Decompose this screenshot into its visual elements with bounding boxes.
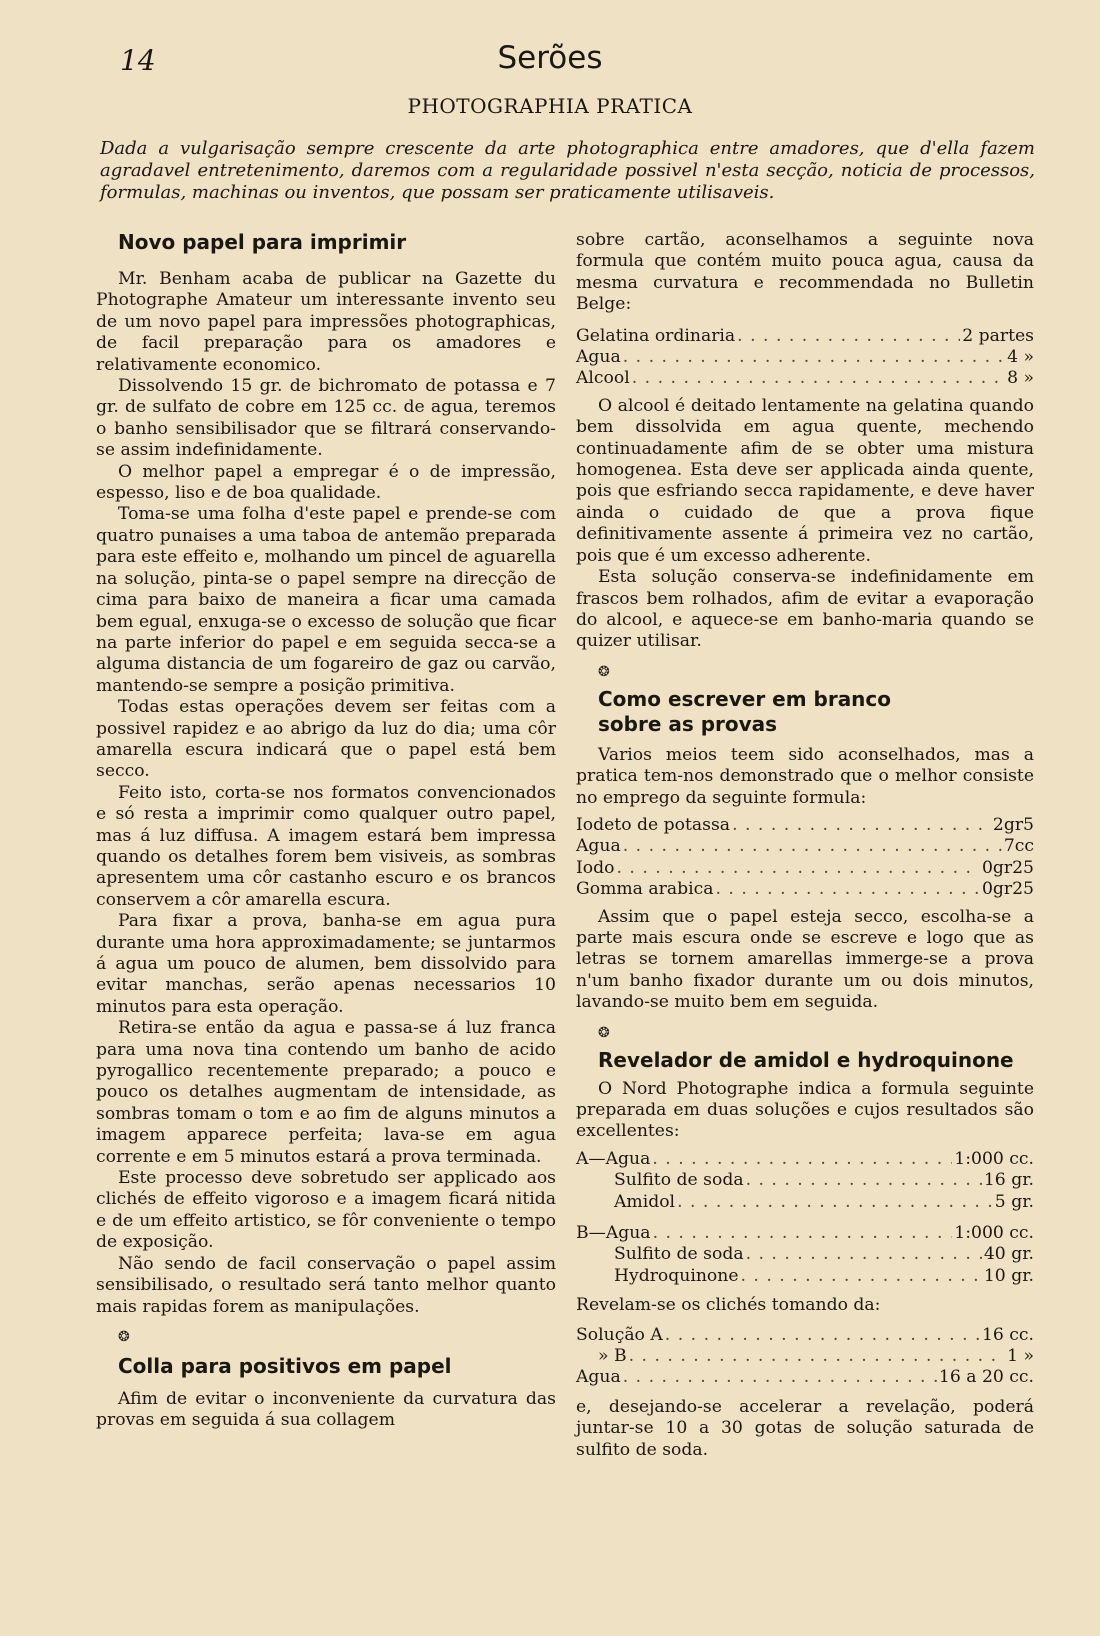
paragraph: Revelam-se os clichés tomando da: (576, 1295, 881, 1316)
formula-row: Gomma arabica . . . 0gr25 (576, 879, 1034, 900)
paragraph: Para fixar a prova, banha-se em agua pura durante uma hora approximadamente; se juntarmos á agua um pouco de alumen, bem dissolvido para evitar manchas, serão apenas necessarios 10 minutos para esta operação. (96, 911, 556, 1017)
paragraph: Assim que o papel esteja secco, escolha-se a parte mais escura onde se escreve e logo que as letras se tornem amarellas immerge-se a prova n'um banho fixador durante um ou dois minutos, lavando-se muito bem em seguida. (576, 906, 1034, 1013)
paragraph: O alcool é deitado lentamente na gelatina quando bem dissolvida em agua quente, mechendo continuadamente afim de se obter uma mistura homogenea. Esta deve ser applicada ainda quente, pois que esfriando secca rapidamente, e deve haver ainda o cuidado de que a prova fique definitivamente assente á primeira vez no cartão, pois que é um excesso adherente. (576, 395, 1034, 566)
heading-escrever-l1: Como escrever em branco (598, 686, 892, 711)
formula-row: Agua . . . 7cc (576, 836, 1034, 857)
paragraph: Retira-se então da agua e passa-se á luz franca para uma nova tina contendo um banho de acido pyrogallico recentemente preparado; a pouco e pouco os detalhes augmentam de intensidade, as sombras tomam o tom e ao fim de alguns minutos a imagem apparece perfeita; lava-se em agua corrente e em 5 minutos estará a prova terminada. (96, 1018, 556, 1167)
formula-row: Solução A . . . 16 cc. (576, 1325, 1034, 1346)
paragraph: Afim de evitar o inconveniente da curvatura das provas em seguida á sua collagem (96, 1388, 556, 1431)
formula-row: Alcool . . . 8 » (576, 368, 1034, 389)
paragraph: Não sendo de facil conservação o papel assim sensibilisado, o resultado será tanto melhor quanto mais rapidas forem as manipulações. (96, 1253, 556, 1317)
paragraph: Este processo deve sobretudo ser applicado aos clichés de effeito vigoroso e a imagem ficará nitida e de um effeito artistico, se fôr conveniente o tempo de exposição. (96, 1168, 556, 1253)
paragraph: Esta solução conserva-se indefinidamente em frascos bem rolhados, afim de evitar a evaporação do alcool, e aquece-se em banho-maria quando se quizer utilisar. (576, 567, 1034, 652)
heading-revelador: Revelador de amidol e hydroquinone (598, 1047, 1014, 1072)
paragraph: e, desejando-se accelerar a revelação, poderá juntar-se 10 a 30 gotas de solução saturada de sulfito de soda. (576, 1396, 1034, 1460)
paragraph: Toma-se uma folha d'este papel e prende-se com quatro punaises a uma taboa de antemão preparada para este effeito e, molhando um pincel de aguarella na solução, pinta-se o papel sempre na direcção de cima para baixo de maneira a ficar uma camada bem egual, enxuga-se o excesso de solução que ficar na parte inferior do papel e em seguida secca-se a alguma distancia de um fogareiro de gaz ou carvão, mantendo-se sempre a posição primitiva. (96, 504, 556, 696)
paragraph: O melhor papel a empregar é o de impressão, espesso, liso e de boa qualidade. (96, 461, 556, 504)
paragraph: Mr. Benham acaba de publicar na Gazette du Photographe Amateur um interessante invento seu de um novo papel para impressões photographicas, de facil preparação para os amadores e relativamente economico. (96, 269, 556, 375)
formula-row: Iodeto de potassa . . . 2gr5 (576, 815, 1034, 836)
paragraph: Feito isto, corta-se nos formatos convencionados e só resta a imprimir como qualquer outro papel, mas á luz diffusa. A imagem estará bem impressa quando os detalhes forem bem visiveis, as sombras apresentem uma côr castanho escuro e os brancos conservem a côr amarella escura. (96, 782, 556, 910)
magazine-title: Serões (497, 40, 603, 76)
right-column (576, 230, 1034, 1461)
formula-row: Sulfito de soda . . . 16 gr. (576, 1170, 1034, 1191)
ornament-icon: ❂ (598, 663, 610, 680)
formula-row: A—Agua . . . 1:000 cc. (576, 1149, 1034, 1170)
page-number: 14 (120, 44, 156, 77)
formula-row: B—Agua . . . 1:000 cc. (576, 1223, 1034, 1244)
section-title: PHOTOGRAPHIA PRATICA (407, 94, 693, 118)
heading-escrever-l2: sobre as provas (598, 711, 778, 736)
left-column (96, 230, 556, 1432)
formula-row: Gelatina ordinaria . . . 2 partes (576, 326, 1034, 347)
paragraph: Dissolvendo 15 gr. de bichromato de potassa e 7 gr. de sulfato de cobre em 125 cc. de agua, teremos o banho sensibilisador que se filtrará conservando-se assim indefinidamente. (96, 376, 556, 461)
formula-row: Hydroquinone . . . 10 gr. (576, 1266, 1034, 1287)
heading-colla: Colla para positivos em papel (118, 1353, 452, 1378)
formula-row: Amidol . . . 5 gr. (576, 1192, 1034, 1213)
formula-row: Agua . . . 16 a 20 cc. (576, 1367, 1034, 1388)
formula-row: Iodo . . . 0gr25 (576, 858, 1034, 879)
formula-row: Agua . . . 4 » (576, 347, 1034, 368)
formula-row: » B . . . 1 » (576, 1346, 1034, 1367)
formula-row: Sulfito de soda . . . 40 gr. (576, 1244, 1034, 1265)
paragraph: Todas estas operações devem ser feitas com a possivel rapidez e ao abrigo da luz do dia; uma côr amarella escura indicará que o papel está bem secco. (96, 697, 556, 782)
heading-novo-papel: Novo papel para imprimir (118, 230, 407, 254)
paragraph: O Nord Photographe indica a formula seguinte preparada em duas soluções e cujos resultados são excellentes: (576, 1078, 1034, 1142)
paragraph: sobre cartão, aconselhamos a seguinte nova formula que contém muito pouca agua, causa da mesma curvatura e recommendada no Bulletin Belge: (576, 230, 1034, 315)
ornament-icon: ❂ (598, 1024, 610, 1041)
paragraph: Varios meios teem sido aconselhados, mas a pratica tem-nos demonstrado que o melhor consiste no emprego da seguinte formula: (576, 744, 1034, 808)
section-intro: Dada a vulgarisação sempre crescente da arte photographica entre amadores, que d'ella fazem agradavel entretenimento, daremos com a regularidade possivel n'esta secção, noticia de processos, formulas, machinas ou inventos, que possam ser praticamente utilisaveis. (100, 138, 1035, 203)
ornament-icon: ❂ (118, 1328, 130, 1345)
